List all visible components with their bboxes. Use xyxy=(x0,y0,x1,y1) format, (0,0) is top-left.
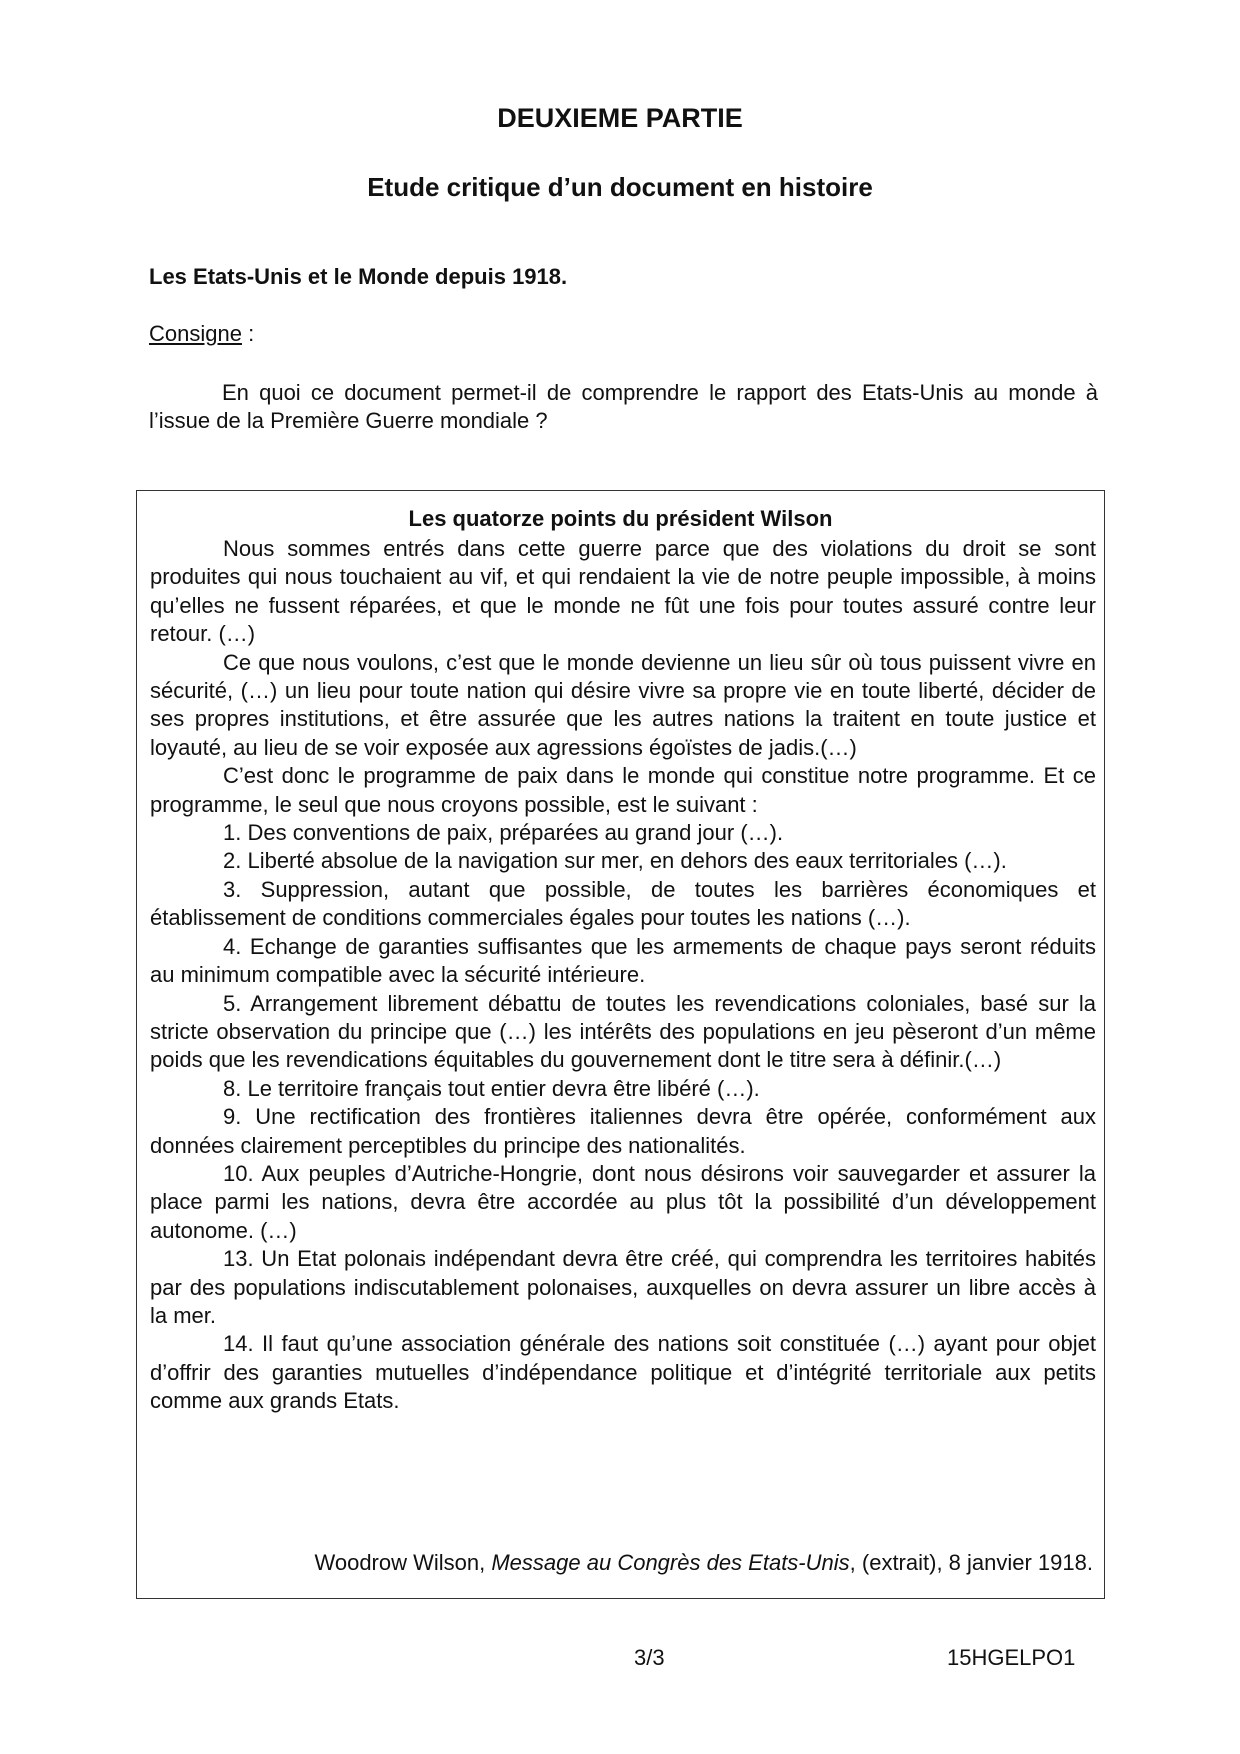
subject-title: Les Etats-Unis et le Monde depuis 1918. xyxy=(149,264,568,289)
point-item: 14. Il faut qu’une association générale des nations soit constituée (…) ayant pour objet d’offrir des garanties mutuelles d’indépendance politique et d’intégrité territoriale aux petits comme aux grands Etats. xyxy=(150,1331,1096,1414)
point-item: 4. Echange de garanties suffisantes que les armements de chaque pays seront réduits au minimum compatible avec la sécurité intérieure. xyxy=(150,933,1096,988)
consigne-colon: : xyxy=(241,321,255,346)
consigne-question: En quoi ce document permet-il de comprendre le rapport des Etats-Unis au monde à l’issue de la Première Guerre mondiale ? xyxy=(149,380,1098,433)
exercise-subtitle: Etude critique d’un document en histoire xyxy=(367,172,873,202)
source-author: Woodrow Wilson, xyxy=(314,1550,492,1575)
point-item: 1. Des conventions de paix, préparées au grand jour (…). xyxy=(223,820,784,846)
page-number: 3/3 xyxy=(634,1645,665,1670)
document-box xyxy=(136,490,1105,1599)
point-item: 5. Arrangement librement débattu de toutes les revendications coloniales, basé sur la stricte observation du principe que (…) les intérêts des populations en jeu pèseront d’un même poids que les revendications équitables du gouvernement dont le titre sera à définir.(…) xyxy=(150,990,1096,1073)
point-item: 13. Un Etat polonais indépendant devra être créé, qui comprendra les territoires habités par des populations indiscutablement polonaises, auxquelles on devra assurer un libre accès à la mer. xyxy=(150,1246,1096,1328)
document-body xyxy=(150,535,1096,1416)
consigne-label-line xyxy=(149,320,254,348)
point-item: 3. Suppression, autant que possible, de toutes les barrières économiques et établissement de conditions commerciales égales pour toutes les nations (…). xyxy=(150,876,1096,931)
point-item: 2. Liberté absolue de la navigation sur mer, en dehors des eaux territoriales (…). xyxy=(223,848,1007,874)
document-title: Les quatorze points du président Wilson xyxy=(408,506,833,531)
document-paragraph: Nous sommes entrés dans cette guerre parce que des violations du droit se sont produites qui nous touchaient au vif, et qui rendaient la vie de notre peuple impossible, à moins qu’elles ne fussent réparées, et que le monde ne fût une fois pour toutes assuré contre leur retour. (…) xyxy=(150,536,1096,647)
point-item: 9. Une rectification des frontières italiennes devra être opérée, conformément aux données clairement perceptibles du principe des nationalités. xyxy=(150,1104,1096,1158)
point-item: 8. Le territoire français tout entier devra être libéré (…). xyxy=(223,1075,760,1101)
part-heading: DEUXIEME PARTIE xyxy=(497,103,743,133)
document-paragraph: C’est donc le programme de paix dans le monde qui constitue notre programme. Et ce programme, le seul que nous croyons possible, est le suivant : xyxy=(150,763,1096,817)
point-item: 10. Aux peuples d’Autriche-Hongrie, dont nous désirons voir sauvegarder et assurer la place parmi les nations, devra être accordée au plus tôt la possibilité d’un développement autonome. (…) xyxy=(150,1160,1096,1243)
source-work: Message au Congrès des Etats-Unis xyxy=(491,1550,850,1575)
document-source xyxy=(314,1549,1093,1577)
exam-code: 15HGELPO1 xyxy=(947,1645,1076,1670)
document-paragraph: Ce que nous voulons, c’est que le monde devienne un lieu sûr où tous puissent vivre en sécurité, (…) un lieu pour toute nation qui désire vivre sa propre vie en toute liberté, décider de ses propres institutions, et être assurée que les autres nations la traitent en toute justice et loyauté, au lieu de se voir exposée aux agressions égoïstes de jadis.(…) xyxy=(150,649,1096,760)
source-rest: , (extrait), 8 janvier 1918. xyxy=(849,1550,1093,1575)
consigne-label: Consigne xyxy=(149,321,242,346)
